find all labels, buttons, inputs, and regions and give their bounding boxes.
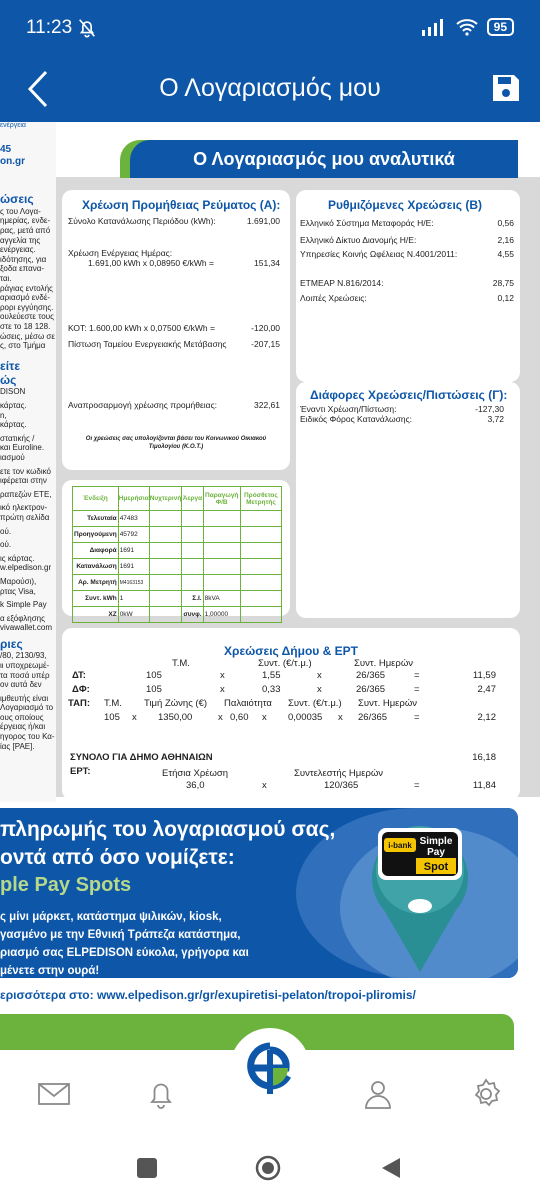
left-strip-line: ς του Λογα- [0,206,41,216]
meter-header: Ημερήσια [118,487,149,511]
ert-days: 120/365 [324,780,359,791]
left-site: on.gr [0,156,25,168]
left-strip-line: /80, 2130/93, [0,651,47,661]
promo-line-2: οντά από όσο νομίζετε: [0,846,235,869]
left-number: 45 [0,144,12,156]
meter-row-label: Προηγούμενη [73,527,119,543]
left-strip-line: ξοδα επανα- [0,264,45,274]
left-strip-line: DISON [0,387,26,397]
various-item-label: Έναντι Χρέωση/Πίστωση: [300,404,397,414]
left-strip-line: ραπεζών ΕΤΕ, [0,489,52,499]
regulated-item-label: Λοιπές Χρεώσεις: [300,293,367,303]
regulated-item-label: ΕΤΜΕΑΡ Ν.816/2014: [300,278,384,288]
meter-cos-value: 1,00000 [203,607,240,623]
tap-h-factor: Συντ. (€/τ.μ.) [288,698,342,709]
kot-calc: ΚΟΤ: 1.600,00 kWh x 0,07500 €/kWh = [68,323,215,333]
dt-value: 11,59 [472,670,496,681]
left-strip-line: Λογαριασμό το [0,703,54,713]
df-days: 26/365 [356,684,386,695]
battery-indicator: 95 [487,18,514,36]
left-strip-line: vivawallet.com [0,623,53,633]
pin-line-3: Spot [423,861,449,873]
meter-cos-label: συνφ. [182,607,203,623]
tap-age: 0,60 [230,712,249,723]
left-strip-line: ημερίας, ενδε- [0,216,51,226]
various-item-label: Ειδικός Φόρος Κατανάλωσης: [300,414,413,424]
left-strip-line: πρώτη σελίδα [0,513,50,522]
municipal-col-tm: Τ.Μ. [172,658,190,669]
left-strip-line: n, [0,410,7,420]
fund-credit-value: -207,15 [251,339,280,349]
dt-factor: 1,55 [262,670,281,681]
meter-row-label: ΧΖ [73,607,119,623]
supply-title: Χρέωση Προμήθειας Ρεύματος (Α): [82,198,281,212]
home-button[interactable] [254,1154,282,1182]
left-strip-line: στατικής / [0,433,35,443]
left-strip-line: στε το 18 128. [0,321,51,331]
regulated-charges-card [296,190,520,382]
ert-h-days: Συντελεστής Ημερών [294,768,384,779]
left-strip-line: ίας [PAE]. [0,741,35,751]
status-time: 11:23 [26,17,73,38]
app-bar [0,56,540,122]
various-charges-card [296,382,520,618]
regulated-title: Ρυθμιζόμενες Χρεώσεις (Β) [328,198,483,212]
left-strip-line: ώσεις, μέσω σε [0,331,55,341]
left-heading-2b: ώς [0,373,17,388]
meter-table [72,486,282,623]
left-strip-line: κάρτας. [0,401,27,411]
dt-x: x [317,670,322,681]
ert-eq: = [414,780,420,791]
meter-header: Παραγωγή Φ/Β [203,487,240,511]
tap-zone: 1350,00 [158,712,193,723]
bill-document[interactable] [0,122,540,1062]
dt-eq: = [414,670,420,681]
dt-label: ΔΤ: [72,670,86,681]
simple-pay-pin-icon [370,814,470,974]
supply-total-value: 1.691,00 [246,216,280,226]
dt-x: x [220,670,225,681]
bell-icon[interactable] [143,1076,179,1112]
tap-h-tm: Τ.Μ. [104,698,122,709]
tap-x: x [218,712,223,723]
promo-line-1: πληρωμής του λογαριασμού σας, [0,818,336,841]
status-indicators [421,18,514,36]
regulated-item-label: Ελληνικό Σύστημα Μεταφοράς Η/Ε: [300,218,434,228]
promo-body [0,908,300,978]
notifications-off-icon [76,16,98,40]
back-nav-button[interactable] [380,1156,402,1180]
municipal-charges-card [62,628,520,800]
status-bar [0,0,540,56]
meter-cell: 45792 [118,527,149,543]
municipal-total-label: ΣΥΝΟΛΟ ΓΙΑ ΔΗΜΟ ΑΘΗΝΑΙΩΝ [70,752,213,763]
promo-body-line: μένετε στην ουρά! [0,965,100,977]
regulated-item-label: Ελληνικό Δίκτυο Διανομής Η/Ε: [300,235,417,245]
left-block-2 [0,387,56,632]
tap-h-zone: Τιμή Ζώνης (€) [144,698,208,709]
various-item-value: 3,72 [487,414,504,424]
df-tm: 105 [146,684,162,695]
df-value: 2,47 [477,684,496,695]
meter-row-label: Τελευταία [73,511,119,527]
tap-days: 26/365 [358,712,388,723]
regulated-item-value: 0,56 [497,218,514,228]
df-factor: 0,33 [262,684,281,695]
meter-cell: 1691 [118,559,149,575]
ert-annual: 36,0 [186,780,205,791]
left-heading-2: είτε [0,358,21,373]
regulated-item-value: 28,75 [492,278,514,288]
left-strip-line: ται. [0,273,12,283]
kot-value: -120,00 [251,323,280,333]
kot-note: Οι χρεώσεις σας υπολογίζονται βάσει του Κοινωνικού Οικιακού Τιμολογίου (Κ.Ο.Τ.) [85,436,267,450]
adjust-label: Αναπροσαρμογή χρέωσης προμήθειας: [68,400,218,410]
left-strip-line: ις κάρτας. [0,553,35,563]
meter-row-label: Διαφορά [73,543,119,559]
municipal-title: Χρεώσεις Δήμου & ΕΡΤ [224,644,358,658]
tap-h-days: Συντ. Ημερών [358,698,417,709]
left-strip-line: ιφέρεται στην [0,476,47,486]
left-strip-line: ικό ηλεκτρον- [0,503,48,513]
left-strip-line: αριασμό ενδέ- [0,293,51,303]
tap-eq: = [414,712,420,723]
home-fab[interactable] [230,1028,310,1108]
meter-cell: 1691 [118,543,149,559]
tap-x: x [262,712,267,723]
left-strip-line: ηγορος του Κα- [0,732,55,742]
tap-label: ΤΑΠ: [68,698,90,709]
tap-h-age: Παλαιότητα [224,698,272,709]
regulated-item-value: 0,12 [497,293,514,303]
tap-tm: 105 [104,712,120,723]
signal-icon [421,18,447,36]
left-strip-line: ιασμού [0,453,25,463]
ert-label: ΕΡΤ: [70,766,91,777]
save-icon[interactable] [490,72,522,104]
left-strip-line: ετε τον κωδικό [0,466,51,476]
left-strip-line: και Euroline. [0,443,45,453]
mail-icon[interactable] [36,1076,72,1112]
meter-header: Ένδειξη [73,487,119,511]
system-navigation [0,1140,540,1200]
ert-h-annual: Ετήσια Χρέωση [162,768,229,779]
fund-credit-label: Πίστωση Ταμείου Ενεργειακής Μετάβασης [68,339,227,349]
tap-factor: 0,00035 [288,712,323,723]
df-x: x [317,684,322,695]
pin-line-1: Simple [419,836,453,847]
left-strip-line: ους οποίους [0,712,44,722]
supply-charges-card [62,190,290,470]
left-strip-line: ρας, μετά από [0,225,51,235]
meter-cell: 0kW [118,607,149,623]
left-block-1 [0,207,56,351]
wifi-icon [455,18,479,36]
day-charge-label: Χρέωση Ενέργειας Ημέρας: [68,248,173,258]
left-strip-line: Μαρούσι), [0,576,37,586]
promo-line-3: ple Pay Spots [0,874,132,896]
left-block-3 [0,651,56,751]
bill-details-banner: Ο Λογαριασμός μου αναλυτικά [130,140,518,178]
dt-days: 26/365 [356,670,386,681]
bottom-navigation [0,1050,540,1140]
payment-methods-link[interactable]: ερισσότερα στο: www.elpedison.gr/gr/exupiretisi-pelaton/tropoi-pliromis/ [0,988,416,1002]
municipal-col-factor: Συντ. (€/τ.μ.) [258,658,312,669]
meter-header: Νυχτερινή [149,487,182,511]
left-strip-line: ρτας Visa, [0,586,36,596]
left-top-line: ενέργεια [0,122,26,129]
meter-cell: 1 [118,591,149,607]
supply-total-label: Σύνολο Κατανάλωσης Περιόδου (kWh): [68,216,216,226]
municipal-total-value: 16,18 [472,752,496,763]
gear-icon[interactable] [468,1076,504,1112]
tap-x: x [132,712,137,723]
left-strip-line: τα ποσά υπέρ [0,670,50,680]
ert-x: x [262,780,267,791]
left-strip-line: ράγιας εντολής [0,283,53,293]
meter-cell: 47483 [118,511,149,527]
municipal-col-days: Συντ. Ημερών [354,658,413,669]
meter-row-label: Συντ. kWh [73,591,119,607]
left-strip-line: ρορι εγγύησης. [0,302,54,312]
left-strip-line: ιδότησης, για [0,254,47,264]
left-column-cropped [0,122,56,802]
meter-header: Άεργα [182,487,203,511]
left-strip-line: α εξόφλησης [0,613,45,623]
ert-value: 11,84 [472,780,496,791]
left-heading-1: ώσεις [0,192,34,207]
various-item-value: -127,30 [475,404,504,414]
left-strip-line: ού. [0,540,12,550]
df-x: x [220,684,225,695]
elpedison-logo-icon [230,1028,310,1108]
left-heading-3: ριες [0,636,23,651]
left-strip-line: w.elpedison.gr [0,563,52,573]
left-strip-line: ενέργειας. [0,245,36,255]
tap-value: 2,12 [477,712,496,723]
left-strip-line: ού. [0,526,12,536]
meter-si-label: Σ.Ι. [182,591,203,607]
promo-body-line: ριασμό σας ELPEDISON εύκολα, γρήγορα και [0,947,249,959]
day-charge-value: 151,34 [254,258,280,268]
left-strip-line: ουλεύεστε τους [0,312,54,322]
left-strip-line: κάρτας. [0,420,27,430]
promo-body-line: ς μίνι μάρκετ, κατάστημα ψιλικών, kiosk, [0,911,222,923]
day-charge-calc: 1.691,00 kWh x 0,08950 €/kWh = [88,258,214,268]
dt-tm: 105 [146,670,162,681]
left-strip-line: έργειας ή/και [0,722,46,732]
meter-row-label: Αρ. Μετρητή [73,575,119,591]
regulated-item-value: 2,16 [497,235,514,245]
df-eq: = [414,684,420,695]
left-strip-line: αγγελία της [0,235,41,245]
meter-header: Πρόσθετος Μετρητής [240,487,281,511]
user-icon[interactable] [360,1076,396,1112]
promo-body-line: γασμένο με την Εθνική Τράπεζα κατάστημα, [0,929,241,941]
regulated-item-label: Υπηρεσίες Κοινής Ωφέλειας Ν.4001/2011: [300,249,458,259]
left-strip-line: ον αυτά δεν [0,680,42,690]
simple-pay-promo [0,808,518,978]
meter-row-label: Κατανάλωση [73,559,119,575]
regulated-item-value: 4,55 [497,249,514,259]
df-label: ΔΦ: [72,684,90,695]
left-strip-line: ιι υποχρεωμέ- [0,660,50,670]
recent-apps-button[interactable] [137,1158,157,1178]
page-title: Ο Λογαριασμός μου [159,74,381,102]
various-title: Διάφορες Χρεώσεις/Πιστώσεις (Γ): [310,388,508,402]
adjust-value: 322,61 [254,400,280,410]
meter-cell: M4163153 [118,575,149,591]
left-strip-line: ιμθευτής είναι [0,693,49,703]
pin-line-2: Pay [427,847,445,858]
left-strip-line: ς, στο Τμήμα [0,341,46,351]
meter-si-value: 8kVA [203,591,240,607]
tap-x: x [338,712,343,723]
pin-brand: i-bank [388,841,412,850]
left-strip-line: k Simple Pay [0,600,47,610]
